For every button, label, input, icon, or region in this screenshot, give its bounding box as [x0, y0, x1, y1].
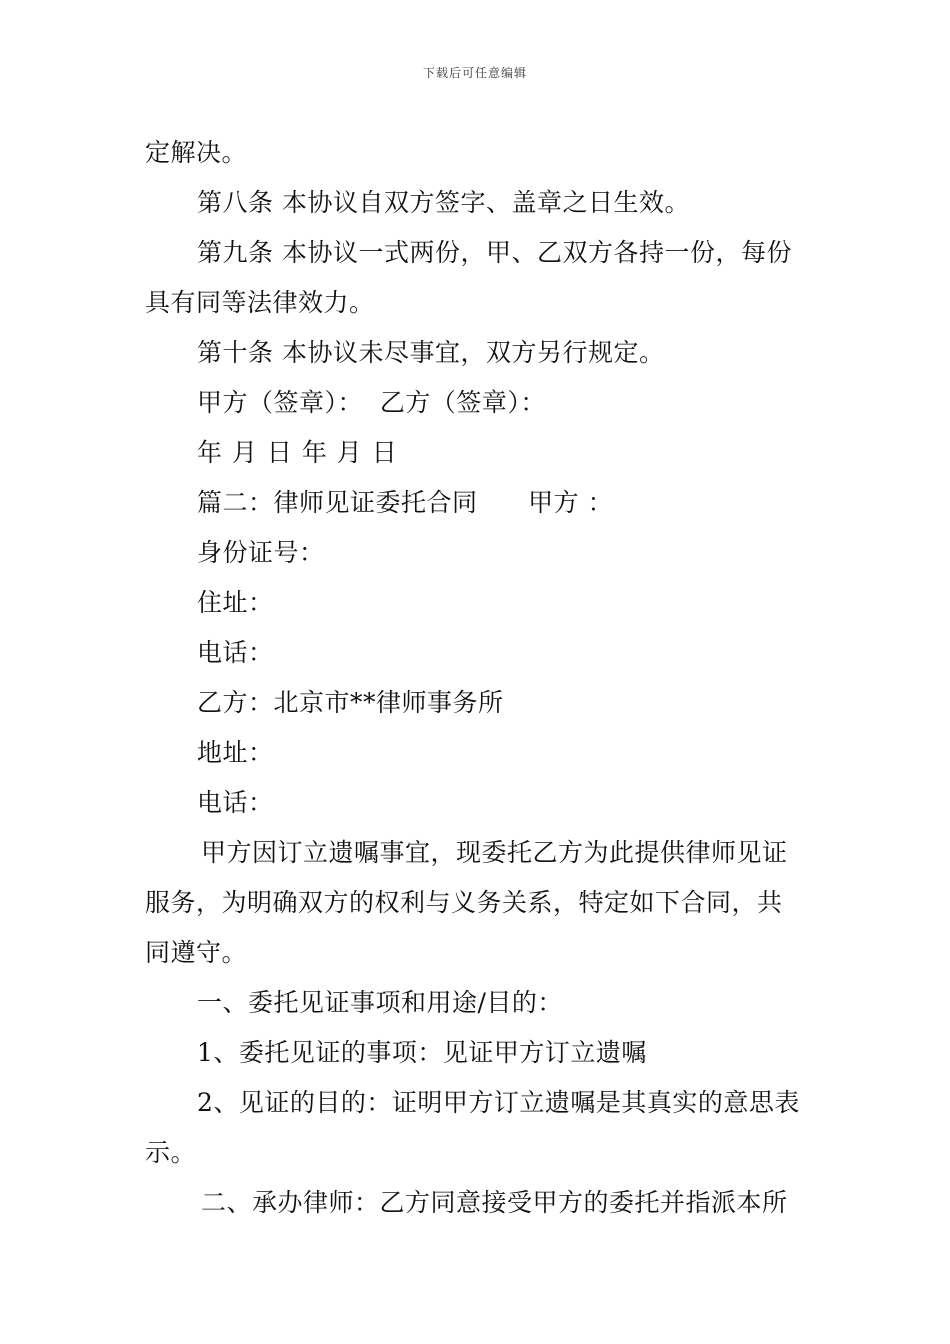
text-line: 甲方因订立遗嘱事宜，现委托乙方为此提供律师见证 [201, 838, 788, 867]
signature-line: 甲方（签章）： 乙方（签章）： [197, 388, 546, 417]
text-line: 示。 [145, 1138, 197, 1167]
phone-field: 电话： [197, 638, 274, 667]
clause-nine: 第九条 本协议一式两份，甲、乙双方各持一份，每份 [197, 238, 792, 267]
list-item: 1、委托见证的事项：见证甲方订立遗嘱 [197, 1038, 647, 1067]
party-b-field: 乙方：北京市**律师事务所 [197, 688, 504, 717]
text-line: 同遵守。 [145, 938, 248, 967]
list-item: 2、见证的目的：证明甲方订立遗嘱是其真实的意思表 [197, 1088, 800, 1117]
address-field: 地址： [197, 738, 274, 767]
section-title: 篇二：律师见证委托合同 甲方 ： [197, 488, 614, 517]
clause-eight: 第八条 本协议自双方签字、盖章之日生效。 [197, 188, 690, 217]
address-field: 住址： [197, 588, 274, 617]
date-line: 年 月 日 年 月 日 [197, 438, 398, 467]
text-line: 服务，为明确双方的权利与义务关系，特定如下合同，共 [145, 888, 783, 917]
section-heading: 一、委托见证事项和用途/目的： [197, 988, 563, 1017]
text-line: 具有同等法律效力。 [145, 288, 375, 317]
section-heading: 二、承办律师：乙方同意接受甲方的委托并指派本所 [201, 1188, 788, 1217]
clause-ten: 第十条 本协议未尽事宜，双方另行规定。 [197, 338, 665, 367]
page-header: 下载后可任意编辑 [422, 66, 527, 80]
phone-field: 电话： [197, 788, 274, 817]
document-body [145, 128, 810, 1228]
text-line: 定解决。 [145, 138, 248, 167]
id-number-field: 身份证号： [197, 538, 325, 567]
